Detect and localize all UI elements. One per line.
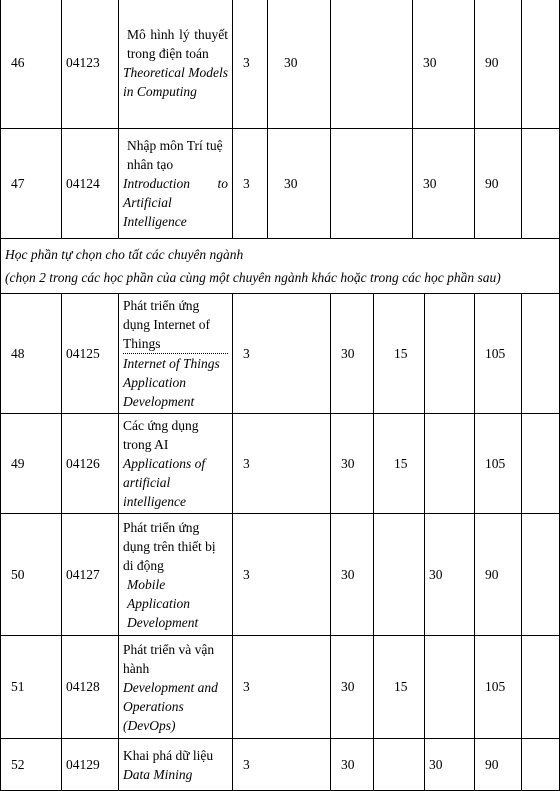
row-number: 48 [1, 294, 62, 414]
credits: 3 [233, 294, 331, 414]
self-study-hours: 105 [475, 294, 522, 414]
exercise-hours: 30 [413, 0, 475, 129]
course-name-vi: Phát triển ứng dụng Internet of Things [123, 296, 228, 354]
course-name-en: Data Mining [123, 766, 193, 782]
row-number: 46 [1, 0, 62, 129]
empty-cell [522, 129, 560, 239]
self-study-hours: 90 [475, 514, 522, 636]
self-study-hours: 90 [475, 129, 522, 239]
course-name [119, 0, 233, 129]
course-name [119, 636, 233, 739]
empty-cell [522, 414, 560, 514]
self-study-hours: 90 [475, 0, 522, 129]
course-code: 04128 [62, 636, 119, 739]
table-row [1, 739, 560, 791]
course-name-vi: Phát triển và vận hành [123, 641, 215, 676]
credits: 3 [233, 129, 268, 239]
theory-hours: 30 [331, 294, 374, 414]
table-row [1, 636, 560, 739]
section-title: Học phần tự chọn cho tất các chuyên ngành [5, 247, 244, 262]
course-name [119, 514, 233, 636]
course-name [119, 294, 233, 414]
practice-hours: 15 [374, 414, 425, 514]
table-row [1, 129, 560, 239]
credits: 3 [233, 0, 268, 129]
exercise-hours: 30 [425, 739, 475, 791]
empty-cell [522, 514, 560, 636]
practice-hours [374, 739, 425, 791]
row-number: 49 [1, 414, 62, 514]
table-row [1, 414, 560, 514]
practice-hours [374, 514, 425, 636]
exercise-hours [425, 414, 475, 514]
table-row [1, 0, 560, 129]
theory-hours: 30 [268, 0, 331, 129]
course-code: 04129 [62, 739, 119, 791]
practice-hours: 15 [374, 636, 425, 739]
course-name-vi: Các ứng dụng trong AI [123, 418, 199, 452]
course-name-en: Internet of Things Application Development [123, 356, 220, 409]
course-code: 04125 [62, 294, 119, 414]
course-name-en: Theoretical Models in Computing [123, 65, 228, 99]
course-name-en: Applications of artificial intelligence [123, 456, 206, 509]
course-code: 04127 [62, 514, 119, 636]
exercise-hours [425, 636, 475, 739]
course-name [119, 414, 233, 514]
practice-hours [331, 129, 413, 239]
row-number: 52 [1, 739, 62, 791]
course-code: 04126 [62, 414, 119, 514]
empty-cell [522, 0, 560, 129]
exercise-hours: 30 [425, 514, 475, 636]
empty-cell [522, 636, 560, 739]
self-study-hours: 105 [475, 414, 522, 514]
theory-hours: 30 [268, 129, 331, 239]
course-name-vi: Khai phá dữ liệu [123, 747, 214, 763]
section-note: (chọn 2 trong các học phần của cùng một chuyên ngành khác hoặc trong các học phần sau) [5, 270, 501, 285]
credits: 3 [233, 514, 331, 636]
self-study-hours: 90 [475, 739, 522, 791]
course-code: 04124 [62, 129, 119, 239]
exercise-hours [425, 294, 475, 414]
row-number: 51 [1, 636, 62, 739]
elective-section [1, 239, 560, 294]
empty-cell [522, 294, 560, 414]
course-name [119, 739, 233, 791]
empty-cell [522, 739, 560, 791]
course-name-vi: Mô hình lý thuyết trong điện toán [127, 27, 228, 61]
credits: 3 [233, 739, 331, 791]
table-row [1, 514, 560, 636]
theory-hours: 30 [331, 414, 374, 514]
exercise-hours: 30 [413, 129, 475, 239]
course-name-en: Introduction to Artificial Intelligence [123, 176, 228, 229]
row-number: 47 [1, 129, 62, 239]
course-code: 04123 [62, 0, 119, 129]
credits: 3 [233, 636, 331, 739]
course-name-vi: Nhập môn Trí tuệ nhân tạo [127, 138, 223, 172]
course-name-en: Development and Operations (DevOps) [123, 679, 218, 733]
theory-hours: 30 [331, 636, 374, 739]
theory-hours: 30 [331, 514, 374, 636]
row-number: 50 [1, 514, 62, 636]
table-row [1, 294, 560, 414]
practice-hours: 15 [374, 294, 425, 414]
course-name-en: Mobile Application Development [127, 576, 199, 630]
course-name [119, 129, 233, 239]
self-study-hours: 105 [475, 636, 522, 739]
course-name-vi: Phát triển ứng dụng trên thiết bị di động [123, 519, 216, 573]
theory-hours: 30 [331, 739, 374, 791]
credits: 3 [233, 414, 331, 514]
practice-hours [331, 0, 413, 129]
section-row [1, 239, 560, 294]
